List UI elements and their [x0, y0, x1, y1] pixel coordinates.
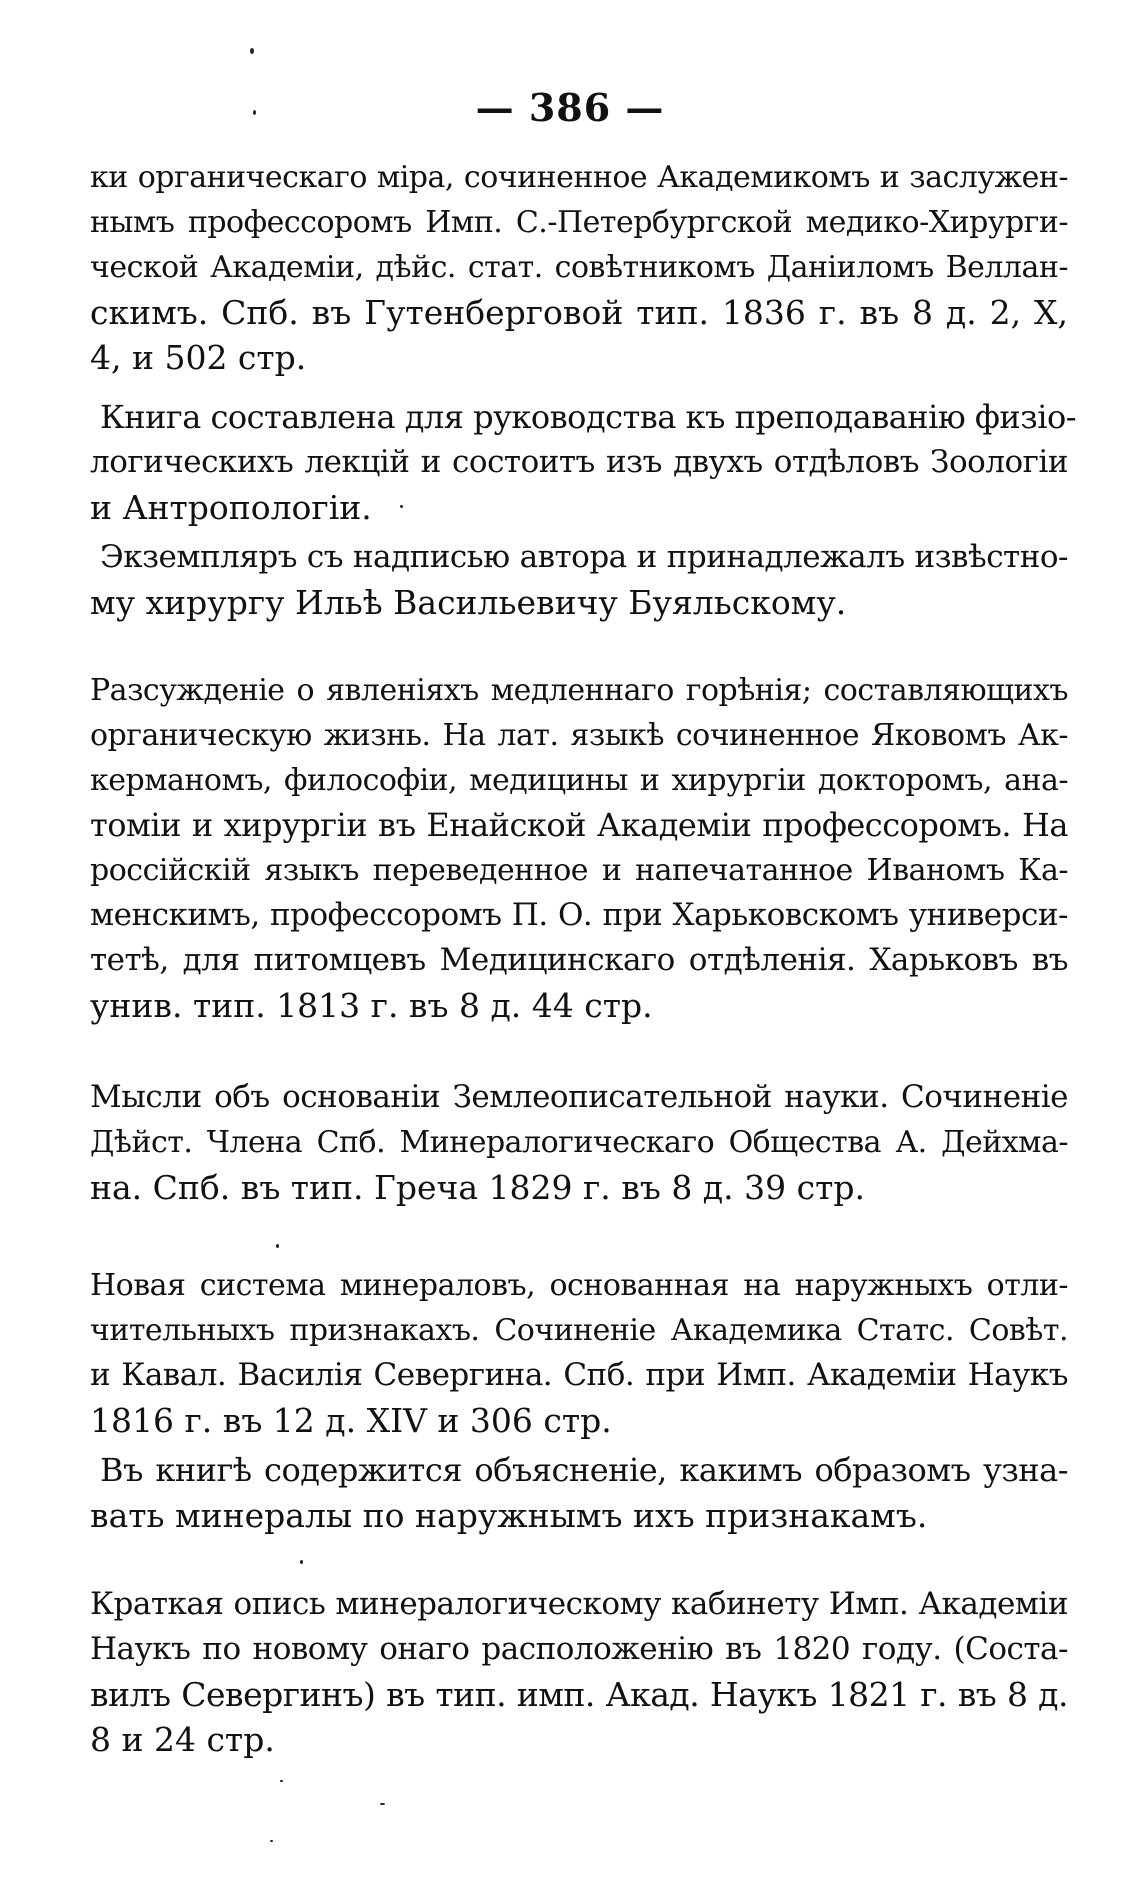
entry-line: Разсужденіе о явленіяхъ медленнаго горѣнія; составляющихъ — [90, 673, 1068, 708]
entry-line: унив. тип. 1813 г. въ 8 д. 44 стр. — [90, 986, 653, 1025]
entry-line: скимъ. Спб. въ Гутенберговой тип. 1836 г. въ 8 д. 2, X, — [90, 293, 1068, 332]
entry-line: менскимъ, профессоромъ П. О. при Харьковскомъ универси- — [90, 897, 1068, 933]
scan-speck — [276, 1244, 279, 1248]
note-line: Экземпляръ съ надписью автора и принадлежалъ извѣстно- — [100, 539, 1068, 575]
entry-4-note — [90, 1448, 1068, 1538]
entry-line: органическую жизнь. На лат. языкѣ сочиненное Яковомъ Ак- — [90, 718, 1068, 753]
note-line: му хирургу Ильѣ Васильевичу Буяльскому. — [90, 583, 847, 622]
entry-line: нымъ профессоромъ Имп. С.-Петербургской медико-Хирурги- — [90, 205, 1068, 240]
note-line: логическихъ лекцій и состоитъ изъ двухъ отдѣловъ Зоологіи — [90, 444, 1068, 480]
scan-speck — [270, 1840, 273, 1842]
entry-line: керманомъ, философіи, медицины и хирургіи докторомъ, ана- — [90, 763, 1068, 798]
entry-line: на. Спб. въ тип. Греча 1829 г. въ 8 д. 39 стр. — [90, 1168, 865, 1207]
entry-1-note — [90, 395, 1077, 530]
entry-line: Наукъ по новому онаго расположенію въ 1820 году. (Соста- — [90, 1631, 1068, 1667]
scan-speck — [253, 110, 256, 115]
entry-line: 8 и 24 стр. — [90, 1720, 275, 1759]
entry-line: чительныхъ признакахъ. Сочиненіе Академика Статс. Совѣт. — [90, 1313, 1068, 1348]
note-line: Въ книгѣ содержится объясненіе, какимъ образомъ узна- — [100, 1451, 1068, 1489]
scan-speck — [300, 1560, 303, 1564]
entry-3-main — [90, 1075, 1068, 1210]
entry-1-note-2 — [90, 535, 1068, 625]
entry-line: Краткая опись минералогическому кабинету Имп. Академіи — [90, 1586, 1068, 1622]
entry-line: ки органическаго міра, сочиненное Академикомъ и заслужен- — [90, 160, 1068, 195]
note-line: вать минералы по наружнымъ ихъ признакамъ. — [90, 1496, 928, 1535]
entry-1-main — [90, 155, 1068, 380]
entry-2-main — [90, 668, 1068, 1028]
entry-line: 4, и 502 стр. — [90, 338, 307, 377]
scan-speck — [400, 505, 403, 508]
entry-line: Дѣйст. Члена Спб. Минералогическаго Общества А. Дейхма- — [90, 1125, 1068, 1160]
entry-line: Новая система минераловъ, основанная на наружныхъ отли- — [90, 1268, 1068, 1303]
page-number: — 386 — — [475, 85, 665, 130]
note-line: и Антропологіи. — [90, 488, 372, 527]
entry-5-main — [90, 1582, 1068, 1762]
scan-speck — [280, 1780, 283, 1782]
note-line: Книга составлена для руководства къ преподаванію физіо- — [100, 398, 1077, 436]
entry-line: ческой Академіи, дѣйс. стат. совѣтникомъ Даніиломъ Веллан- — [90, 250, 1068, 285]
scan-speck — [250, 48, 254, 54]
entry-line: и Кавал. Василія Севергина. Спб. при Имп. Академіи Наукъ — [90, 1357, 1068, 1393]
entry-line: Мысли объ основаніи Землеописательной науки. Сочиненіе — [90, 1079, 1068, 1115]
scan-speck — [380, 1803, 385, 1805]
entry-line: вилъ Севергинъ) въ тип. имп. Акад. Наукъ 1821 г. въ 8 д. — [90, 1675, 1068, 1714]
entry-line: россійскій языкъ переведенное и напечатанное Иваномъ Ка- — [90, 853, 1068, 888]
entry-line: 1816 г. въ 12 д. XIV и 306 стр. — [90, 1401, 612, 1440]
entry-line: тетѣ, для питомцевъ Медицинскаго отдѣленія. Харьковъ въ — [90, 942, 1068, 978]
entry-4-main — [90, 1263, 1068, 1443]
entry-line: томіи и хирургіи въ Енайской Академіи профессоромъ. На — [90, 806, 1068, 844]
